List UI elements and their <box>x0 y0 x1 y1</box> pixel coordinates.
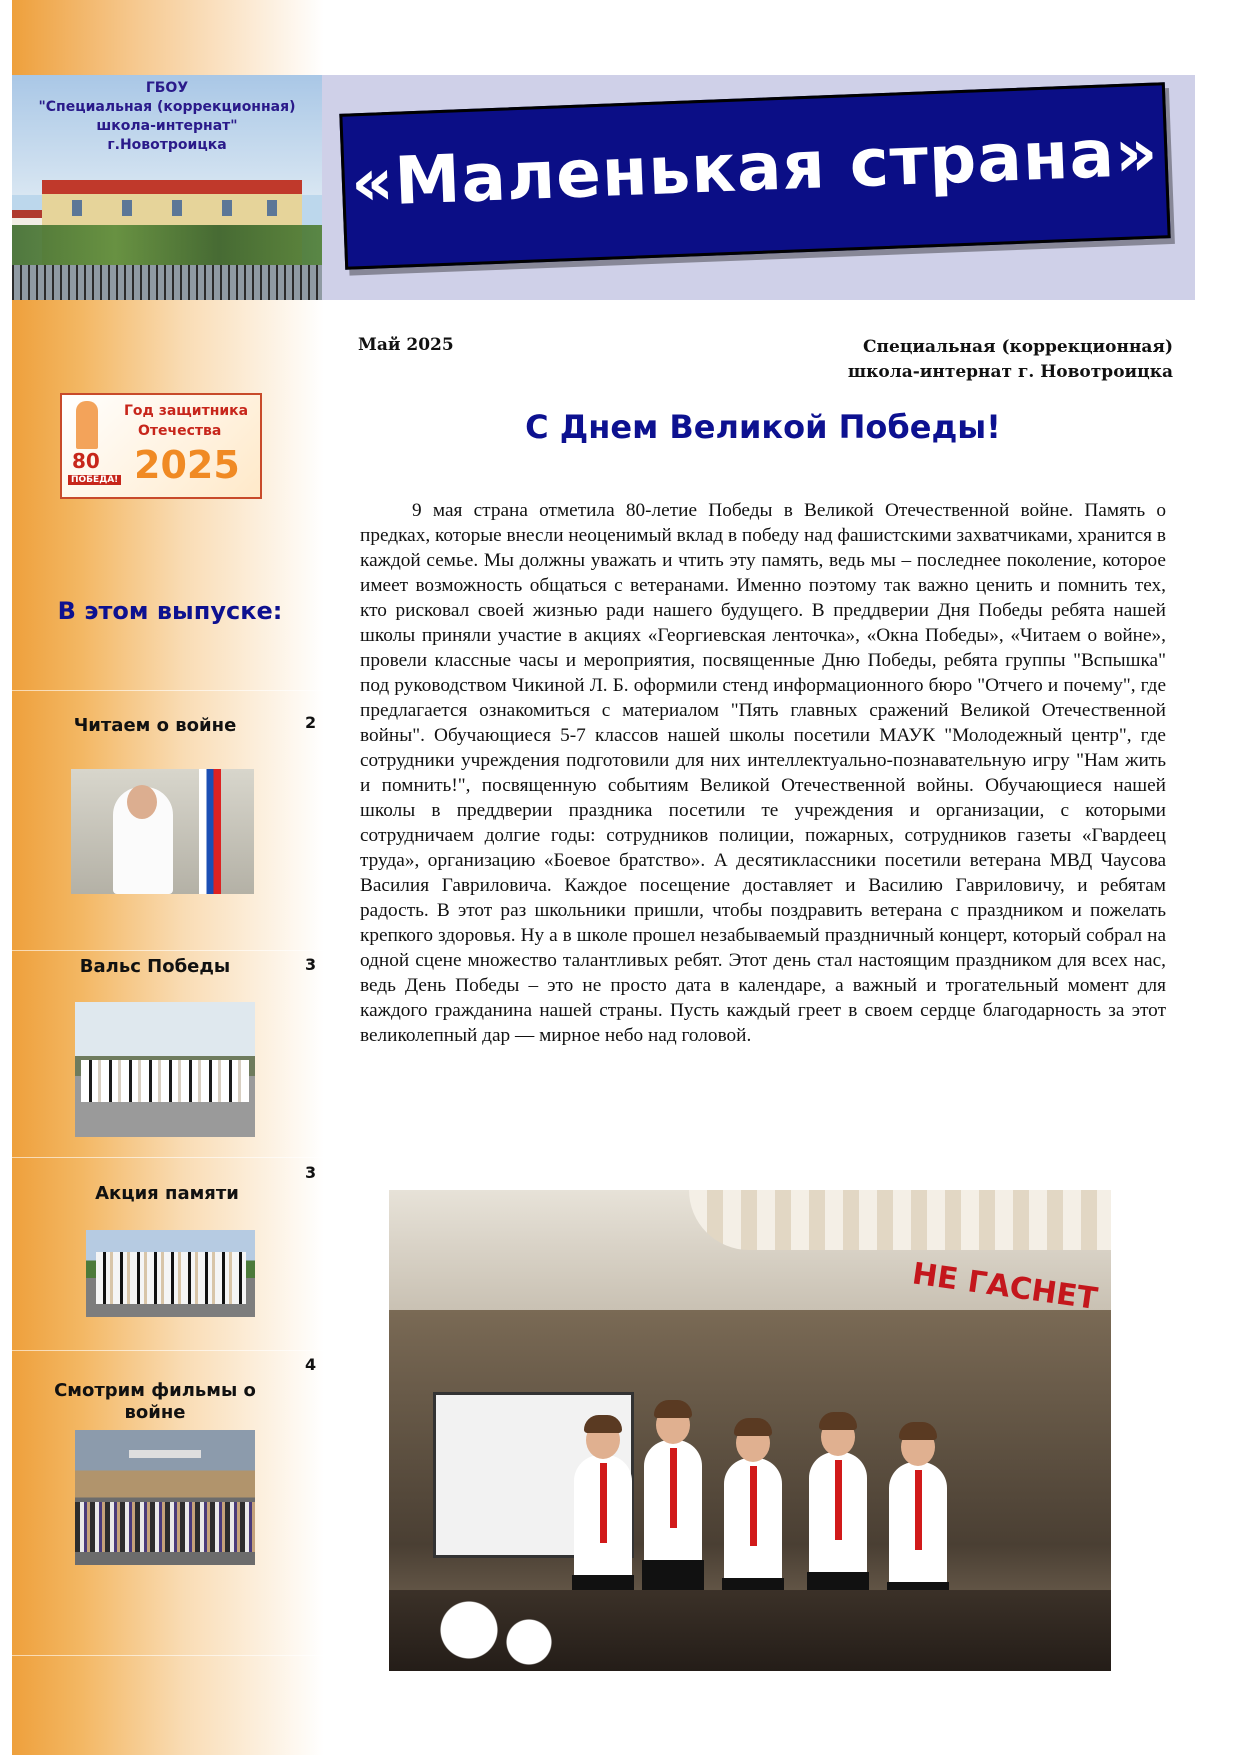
toc-item-title[interactable]: Акция памяти <box>95 1183 239 1204</box>
school-caption-line: г.Новотроицка <box>107 137 227 153</box>
stage-banner: НЕ ГАСНЕТ <box>909 1256 1100 1318</box>
school-caption-line: ГБОУ <box>145 80 189 96</box>
photo-window <box>72 200 82 216</box>
photo-fence <box>12 265 322 300</box>
publisher <box>773 335 1173 385</box>
toc-item-title[interactable]: Читаем о войне <box>73 715 237 736</box>
publisher-line: Специальная (коррекционная) <box>863 337 1173 357</box>
monument-figure <box>76 401 98 449</box>
thumb-building-sign <box>129 1450 201 1458</box>
photo-window <box>267 200 277 216</box>
singer <box>809 1452 867 1612</box>
audience <box>389 1590 1111 1671</box>
school-caption-line: "Специальная (коррекционная) <box>38 99 296 115</box>
thumbnail-watching-films <box>75 1430 255 1565</box>
newsletter-title-box <box>339 82 1170 270</box>
toc-divider <box>12 1350 324 1351</box>
photo-curtain <box>689 1190 1111 1250</box>
toc-item-page: 3 <box>305 955 317 974</box>
russian-flag <box>199 769 221 894</box>
badge-victory: ПОБЕДА! <box>68 475 121 485</box>
year-of-defender-badge <box>60 393 262 499</box>
badge-line1: Год защитника <box>124 403 249 419</box>
photo-trees <box>12 225 322 265</box>
article-title: С Днем Великой Победы! <box>525 408 1001 446</box>
toc-item-title[interactable]: Смотрим фильмы о войне <box>54 1380 256 1423</box>
toc-divider <box>12 950 324 951</box>
in-this-issue-heading: В этом выпуске: <box>57 597 283 625</box>
school-caption <box>12 75 322 155</box>
thumb-group <box>75 1502 255 1552</box>
badge-anniversary: 80 <box>72 449 100 473</box>
thumbnail-memory-action <box>86 1230 255 1317</box>
thumbnail-reading-about-war <box>71 769 254 894</box>
photo-window <box>172 200 182 216</box>
top-gradient <box>12 0 324 75</box>
newsletter-title: «Маленькая страна» <box>349 113 1160 222</box>
photo-window <box>122 200 132 216</box>
publisher-line: школа-интернат г. Новотроицка <box>847 362 1173 382</box>
thumb-face <box>127 785 157 819</box>
toc-divider <box>12 1157 324 1158</box>
toc-divider <box>12 1655 324 1656</box>
photo-window <box>222 200 232 216</box>
toc-item-page: 2 <box>305 713 317 732</box>
school-caption-line: школа-интернат" <box>96 118 238 134</box>
toc-item-page: 3 <box>305 1163 317 1182</box>
toc-item-title[interactable]: Вальс Победы <box>79 956 231 977</box>
concert-photo <box>389 1190 1111 1671</box>
thumb-dancers <box>81 1060 249 1102</box>
toc-item-page: 4 <box>305 1355 317 1374</box>
thumbnail-victory-waltz <box>75 1002 255 1137</box>
issue-date: Май 2025 <box>358 335 454 355</box>
article-body: 9 мая страна отметила 80-летие Победы в Великой Отечественной войне. Память о предках, которые внесли неоценимый вклад в победу над фашистскими захватчиками, хранится в каждой семье. Мы должны уважать и чтить эту память, ведь мы – последнее поколение, которое имеет возможность общаться с ветеранами. Именно поэтому так важно ценить и помнить тех, кто рисковал своей жизнью ради нашего будущего. В преддверии Дня Победы ребята нашей школы приняли участие в акциях «Георгиевская ленточка», «Окна Победы», «Читаем о войне», провели классные часы и мероприятия, посвященные Дню Победы, ребята группы "Вспышка" под руководством Чикиной Л. Б. оформили стенд информационного бюро "Отчего и почему", где предлагается ознакомиться с материалом "Пять главных сражений Великой Отечественной войны". Обучающиеся 5-7 классов нашей школы посетили МАУК "Молодежный центр", где сотрудники учреждения подготовили для них интеллектуально-познавательную игру "Нам жить и помнить!", посвященную событиям Великой Отечественной войны. Обучающиеся нашей школы в преддверии праздника посетили те учреждения и организации, с которыми сотрудничаем долгие годы: сотрудников полиции, пожарных, сотрудников газеты «Гвардеец труда», организацию «Боевое братство». А десятиклассники посетили ветерана МВД Чаусова Василия Гавриловича. Каждое посещение доставляет и Василию Гавриловичу, и ребятам радость. В этот раз школьники пришли, чтобы поздравить ветерана с праздником и пожелать крепкого здоровья. Ну а в школе прошел незабываемый праздничный концерт, который собрал на одной сцене множество талантливых ребят. Этот день стал настоящим праздником для всех нас, ведь День Победы – это не просто дата в календаре, а важный и трогательный момент для каждого гражданина нашей страны. Пусть каждый греет в своем сердце благодарность за этот великолепный дар — мирное небо над головой. <box>360 500 1166 1046</box>
singer <box>644 1440 702 1600</box>
badge-year: 2025 <box>134 443 240 487</box>
thumb-students <box>96 1252 246 1304</box>
toc-divider <box>12 690 324 691</box>
badge-line2: Отечества <box>138 423 222 439</box>
